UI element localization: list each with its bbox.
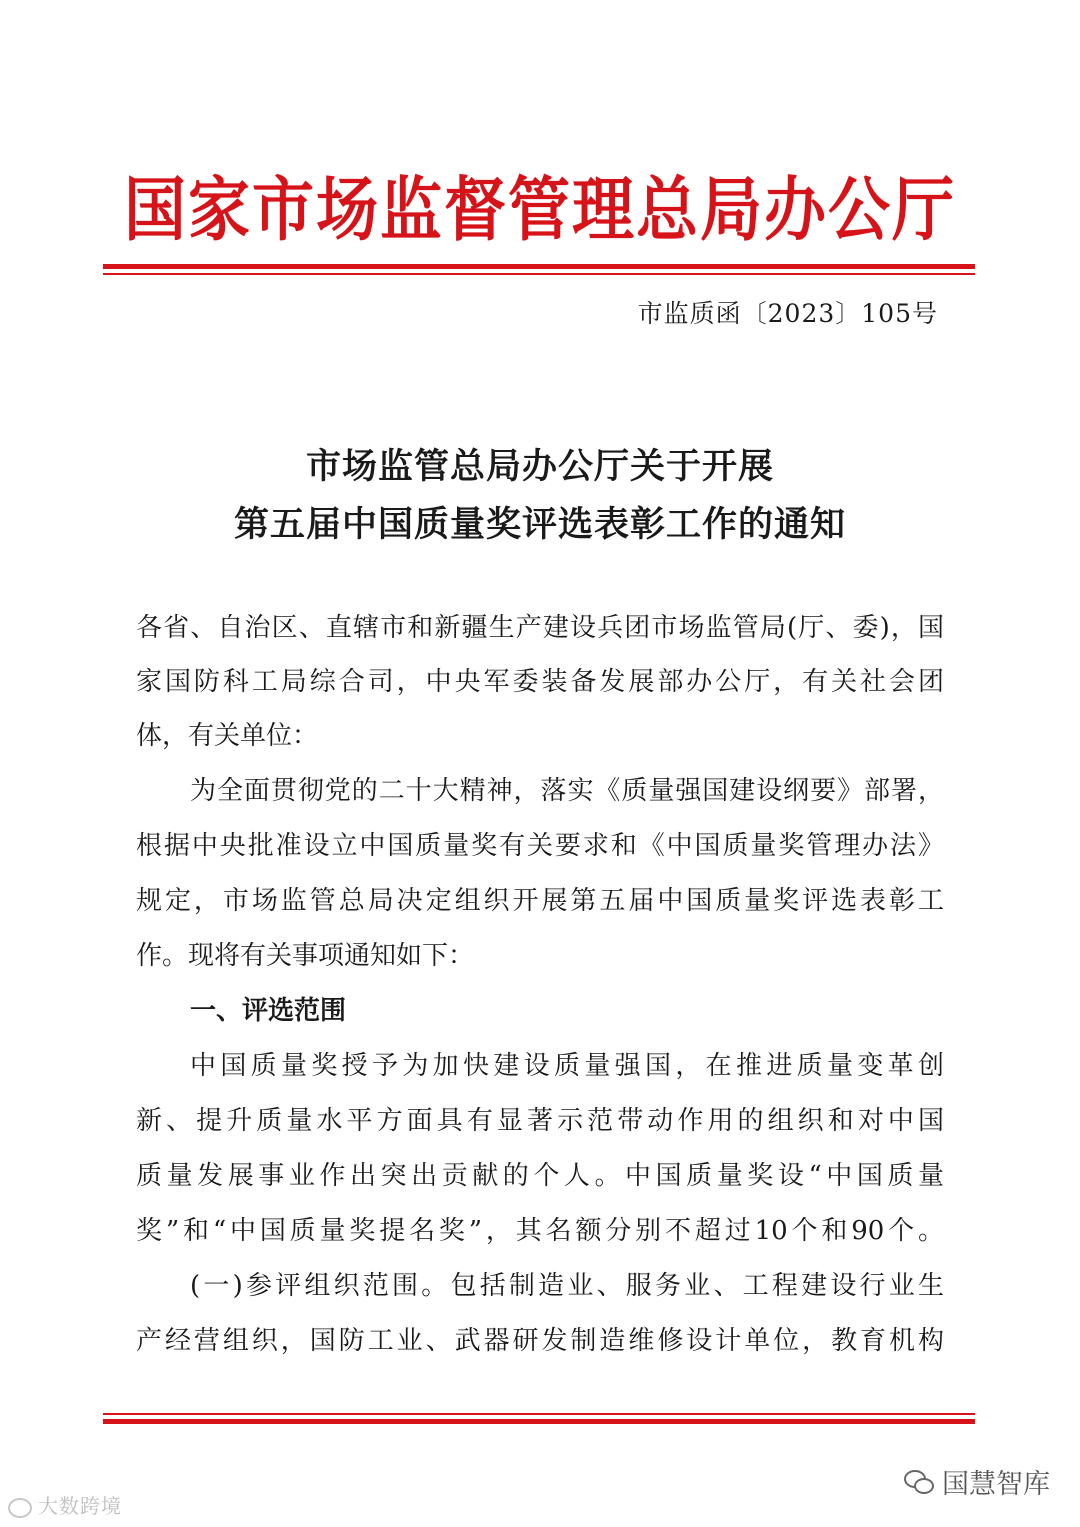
masthead: 国家市场监督管理总局办公厅 <box>123 168 956 251</box>
section-line: 新、提升质量水平方面具有显著示范带动作用的组织和对中国 <box>136 1106 944 1136</box>
addressee-line: 家国防科工局综合司，中央军委装备发展部办公厅，有关社会团 <box>136 667 944 697</box>
footer-rule-thick <box>103 1419 975 1424</box>
document-title-line-1: 市场监管总局办公厅关于开展 <box>305 446 774 487</box>
addressee-line: 各省、自治区、直辖市和新疆生产建设兵团市场监管局(厅、委)，国 <box>136 613 944 643</box>
intro-line: 为全面贯彻党的二十大精神，落实《质量强国建设纲要》部署， <box>190 776 944 806</box>
footer-rule-thin <box>103 1413 975 1415</box>
section-line: 奖”和“中国质量奖提名奖”，其名额分别不超过10个和90个。 <box>136 1216 944 1246</box>
weibo-icon <box>8 1498 32 1518</box>
intro-line: 根据中央批准设立中国质量奖有关要求和《中国质量奖管理办法》 <box>136 831 944 861</box>
masthead-rule-thin <box>103 273 975 275</box>
masthead-rule-thick <box>103 264 975 269</box>
addressee-line: 体，有关单位： <box>136 721 319 751</box>
intro-line: 作。现将有关事项通知如下： <box>136 941 475 971</box>
intro-line: 规定，市场监管总局决定组织开展第五届中国质量奖评选表彰工 <box>136 886 944 916</box>
section-heading: 一、评选范围 <box>190 996 347 1026</box>
watermark-right <box>904 1462 1050 1501</box>
watermark-right-text: 国慧智库 <box>942 1469 1050 1500</box>
watermark-left <box>8 1490 122 1519</box>
subsection-line: (一)参评组织范围。包括制造业、服务业、工程建设行业生 <box>190 1271 944 1301</box>
section-line: 中国质量奖授予为加快建设质量强国，在推进质量变革创 <box>190 1051 944 1081</box>
wechat-icon <box>904 1470 934 1494</box>
watermark-left-text: 大数跨境 <box>38 1494 122 1518</box>
document-title-line-2: 第五届中国质量奖评选表彰工作的通知 <box>233 504 846 545</box>
section-line: 质量发展事业作出突出贡献的个人。中国质量奖设“中国质量 <box>136 1161 944 1191</box>
subsection-line: 产经营组织，国防工业、武器研发制造维修设计单位，教育机构 <box>136 1326 944 1356</box>
document-number: 市监质函〔2023〕105号 <box>637 299 938 328</box>
